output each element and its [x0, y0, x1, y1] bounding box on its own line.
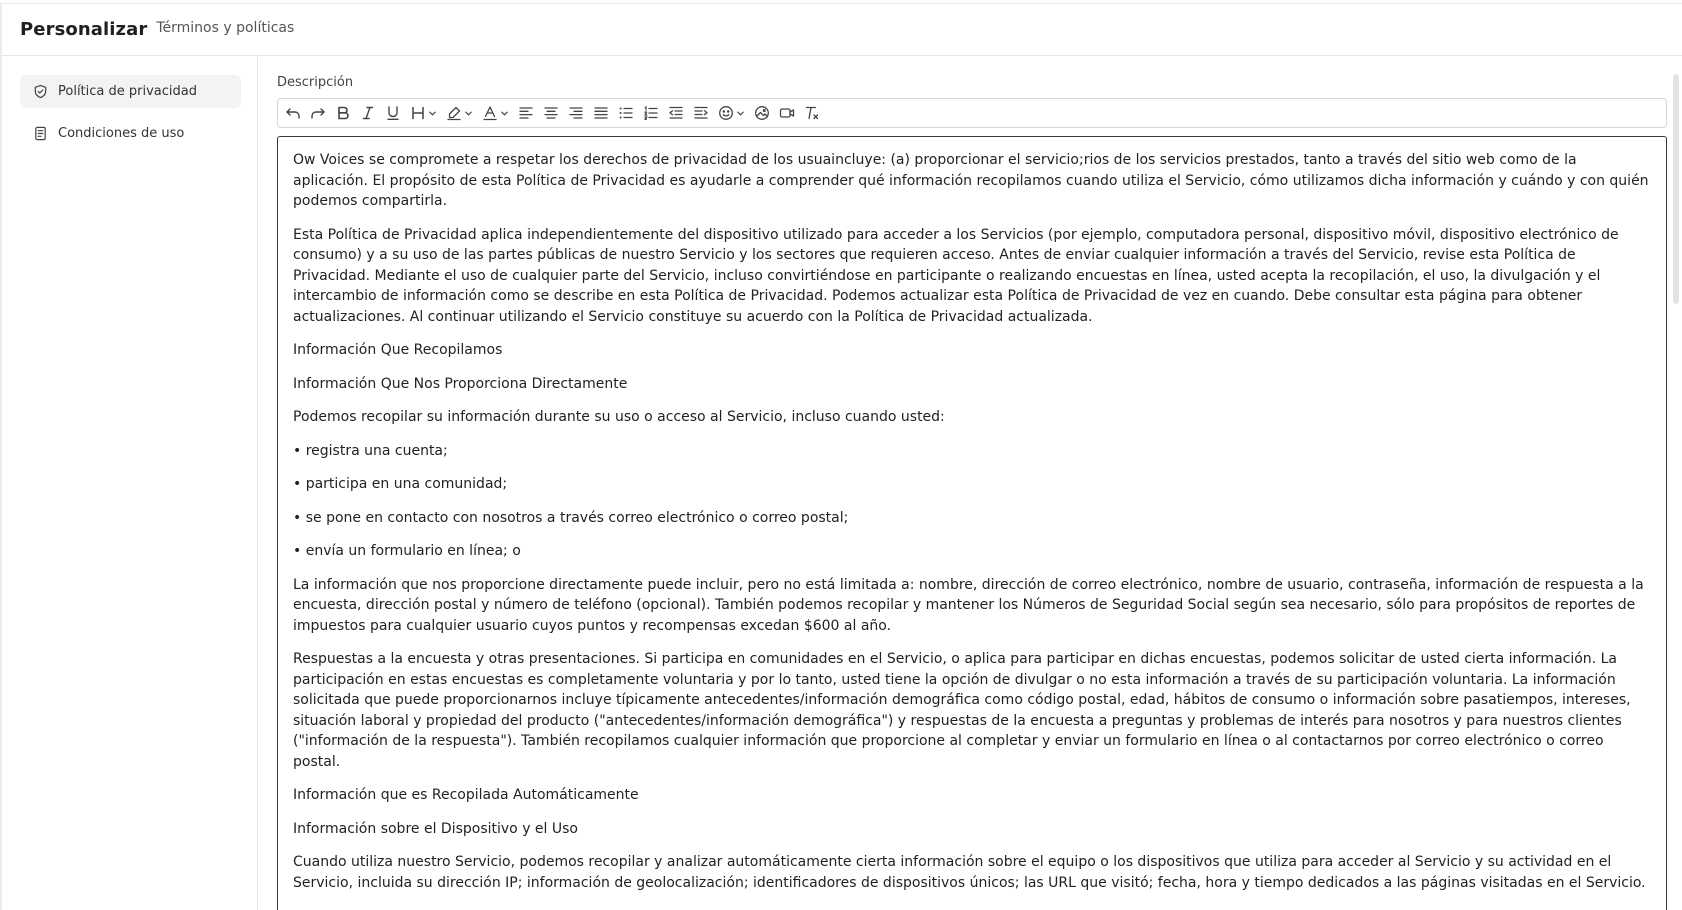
sidebar-item-privacy-policy[interactable]	[20, 75, 241, 108]
clear-format-button[interactable]	[804, 102, 820, 124]
emoji-icon	[718, 105, 734, 121]
editor-paragraph: Información Que Recopilamos	[293, 342, 503, 358]
editor-paragraph: La información que nos proporcione directamente puede incluir, pero no está limitada a: nombre, dirección de correo electrónico, nombre de usuario, contraseña, información de respuesta a la encuesta, dirección postal y número de teléfono (opcional). También podemos recopilar y mantener los Números de Seguridad Social según sea necesario, sólo para propósitos de reportes de impuestos para cualquier usuario cuyos puntos y recompensas excedan $600 al año.	[293, 576, 1644, 634]
undo-icon	[285, 105, 301, 121]
video-button[interactable]	[779, 102, 795, 124]
chevron-down-icon	[428, 109, 437, 118]
editor-paragraph: Ow Voices se compromete a respetar los derechos de privacidad de los usuaincluye: (a) proporcionar el servicio;rios de los servicios prestados, tanto a través del sitio web como de la aplicación. El propósito de esta Política de Privacidad es ayudarle a comprender qué información recopilamos cuando utiliza el Servicio, cómo utilizamos dicha información y cuándo y con quién podemos compartirla.	[293, 152, 1649, 209]
italic-button[interactable]	[360, 102, 376, 124]
chevron-down-icon	[500, 109, 509, 118]
image-button[interactable]	[754, 102, 770, 124]
font-color-icon	[482, 105, 498, 121]
outdent-button[interactable]	[668, 102, 684, 124]
page-subtitle: Términos y políticas	[156, 19, 295, 36]
editor-paragraph: Podemos recopilar su información durante su uso o acceso al Servicio, incluso cuando usted:	[293, 409, 945, 425]
align-center-icon	[543, 105, 559, 121]
chevron-down-icon	[464, 109, 473, 118]
redo-icon	[310, 105, 326, 121]
editor-paragraph: Cuando utiliza nuestro Servicio, podemos recopilar y analizar automáticamente cierta información sobre el equipo o los dispositivos que utiliza para acceder al Servicio y su actividad en el Servicio, incluida su dirección IP; información de geolocalización; identificadores de dispositivos únicos; las URL que visitó; fecha, hora y tiempo dedicados a las páginas visitadas en el Servicio.	[293, 854, 1646, 891]
image-icon	[754, 105, 770, 121]
align-left-icon	[518, 105, 534, 121]
heading-button[interactable]	[410, 102, 437, 124]
editor-paragraph: Respuestas a la encuesta y otras presentaciones. Si participa en comunidades en el Servicio, o aplica para participar en dichas encuestas, podemos solicitar de usted cierta información. La participación en estas encuestas es completamente voluntaria y por lo tanto, usted tiene la opción de divulgar o no esta información a través de su participación voluntaria. La información solicitada que puede proporcionarnos incluye típicamente antecedentes/información demográfica como código postal, edad, hábitos de consumo o información sobre pasatiempos, intereses, situación laboral y propiedad del producto ("antecedentes/información demográfica") y respuestas de la encuesta a preguntas y problemas de interés para nosotros y para nuestros clientes ("información de la respuesta"). También recopilamos cualquier información que proporcione al completar y enviar un formulario en línea o al contactarnos por correo electrónico o correo postal.	[293, 651, 1631, 770]
bullet-list-button[interactable]	[618, 102, 634, 124]
underline-icon	[385, 105, 401, 121]
page-header	[2, 4, 1682, 56]
description-editor[interactable]	[277, 136, 1667, 910]
align-justify-button[interactable]	[593, 102, 609, 124]
align-right-icon	[568, 105, 584, 121]
italic-icon	[360, 105, 376, 121]
page-title: Personalizar	[20, 19, 148, 40]
highlight-button[interactable]	[446, 102, 473, 124]
editor-paragraph: Información Que Nos Proporciona Directamente	[293, 375, 628, 392]
highlight-icon	[446, 105, 462, 121]
editor-toolbar	[277, 98, 1667, 128]
shield-check-icon	[33, 84, 48, 99]
editor-paragraph: • registra una cuenta;	[293, 442, 448, 459]
page-scrollbar[interactable]	[1673, 74, 1679, 304]
bullet-list-icon	[618, 105, 634, 121]
indent-icon	[693, 105, 709, 121]
video-icon	[779, 105, 795, 121]
bold-icon	[335, 105, 351, 121]
editor-paragraph: Esta Política de Privacidad aplica independientemente del dispositivo utilizado para acceder a los Servicios (por ejemplo, computadora personal, dispositivo móvil, dispositivo electrónico de consumo) y a su uso de las partes públicas de nuestro Servicio y los sectores que requieren acceso. Antes de enviar cualquier información a través del Servicio, revise esta Política de Privacidad. Mediante el uso de cualquier parte del Servicio, incluso convirtiéndose en participante o realizando encuestas en línea, usted acepta la recopilación, el uso, la divulgación y el intercambio de información como se describe en esta Política de Privacidad. Podemos actualizar esta Política de Privacidad de vez en cuando. Debe consultar esta página para obtener actualizaciones. Al continuar utilizando el Servicio constituye su acuerdo con la Política de Privacidad actualizada.	[293, 226, 1619, 325]
font-color-button[interactable]	[482, 102, 509, 124]
editor-paragraph: • se pone en contacto con nosotros a través correo electrónico o correo postal;	[293, 509, 849, 526]
align-center-button[interactable]	[543, 102, 559, 124]
align-justify-icon	[593, 105, 609, 121]
numbered-list-button[interactable]	[643, 102, 659, 124]
sidebar-item-label: Política de privacidad	[58, 84, 197, 99]
bold-button[interactable]	[335, 102, 351, 124]
chevron-down-icon	[736, 109, 745, 118]
clear-format-icon	[804, 105, 820, 121]
main-content	[259, 57, 1668, 910]
document-icon	[33, 126, 48, 141]
sidebar-item-terms-of-use[interactable]	[20, 117, 241, 150]
heading-icon	[410, 105, 426, 121]
editor-paragraph: • envía un formulario en línea; o	[293, 543, 521, 559]
underline-button[interactable]	[385, 102, 401, 124]
sidebar-item-label: Condiciones de uso	[58, 126, 185, 141]
redo-button[interactable]	[310, 102, 326, 124]
emoji-button[interactable]	[718, 102, 745, 124]
undo-button[interactable]	[285, 102, 301, 124]
indent-button[interactable]	[693, 102, 709, 124]
align-right-button[interactable]	[568, 102, 584, 124]
align-left-button[interactable]	[518, 102, 534, 124]
description-label: Descripción	[277, 75, 354, 90]
numbered-list-icon	[643, 105, 659, 121]
editor-paragraph: Información que es Recopilada Automáticamente	[293, 787, 639, 803]
editor-paragraph: • participa en una comunidad;	[293, 476, 508, 492]
outdent-icon	[668, 105, 684, 121]
sidebar	[2, 57, 258, 910]
editor-paragraph: Información sobre el Dispositivo y el Uso	[293, 820, 578, 837]
